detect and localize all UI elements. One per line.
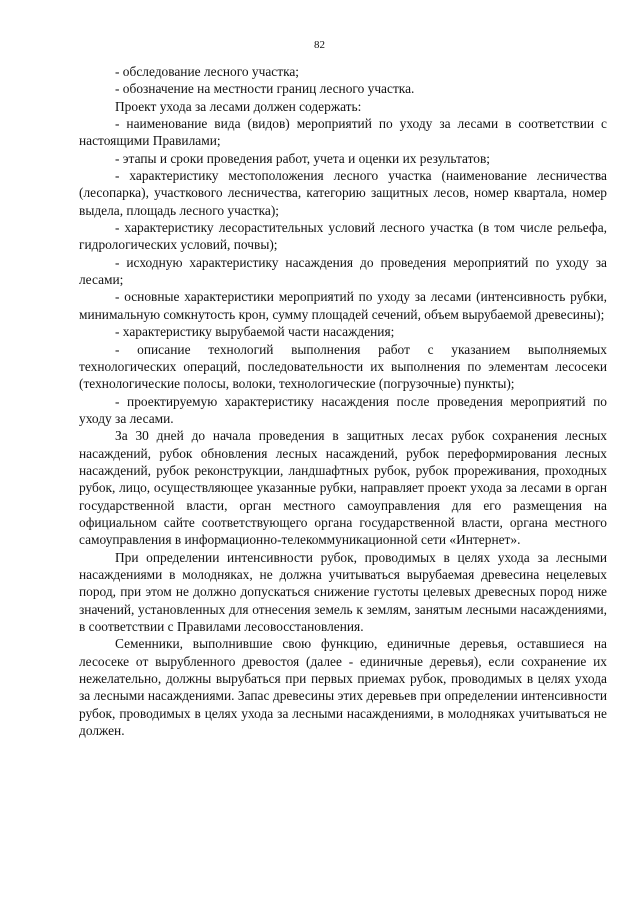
paragraph: - характеристику вырубаемой части насаждения; xyxy=(115,324,395,340)
paragraph: Семенники, выполнившие свою функцию, единичные деревья, оставшиеся на лесосеке от вырубленного древостоя (далее - единичные деревья), если сохранение их нежелательно, должны вырубаться при первых приемах рубок, проводимых в целях ухода за лесными насаждениями. Запас древесины этих деревьев при определении интенсивности рубок, проводимых в целях ухода за лесными насаждениями, в молодняках учитываться не должен. xyxy=(79,636,607,739)
paragraph: - исходную характеристику насаждения до проведения мероприятий по уходу за лесами; xyxy=(79,254,607,288)
paragraph: - характеристику местоположения лесного участка (наименование лесничества (лесопарка), участкового лесничества, категорию защитных лесов, номер квартала, номер выдела, площадь лесного участка); xyxy=(79,168,607,218)
paragraph: За 30 дней до начала проведения в защитных лесах рубок сохранения лесных насаждений, рубок обновления лесных насаждений, рубок переформирования лесных насаждений, рубок реконструкции, ландшафтных рубок, рубок прореживания, проходных рубок, лицо, осуществляющее указанные рубки, направляет проект ухода за лесами в орган государственной власти, орган местного самоуправления для его размещения на официальном сайте соответствующего органа государственной власти, органа местного самоуправления в информационно-телекоммуникационной сети «Интернет». xyxy=(79,428,607,548)
paragraph: - характеристику лесорастительных условий лесного участка (в том числе рельефа, гидрологических условий, почвы); xyxy=(79,220,607,253)
paragraph: - основные характеристики мероприятий по уходу за лесами (интенсивность рубки, минимальную сомкнутость крон, сумму площадей сечений, объем вырубаемой древесины); xyxy=(79,289,607,322)
paragraph: - наименование вида (видов) мероприятий по уходу за лесами в соответствии с настоящими Правилами; xyxy=(79,116,607,149)
paragraph: - описание технологий выполнения работ с указанием выполняемых технологических операций, последовательности их выполнения по элементам лесосеки (технологические полосы, волоки, технологические (погрузочные) пункты); xyxy=(79,341,607,392)
paragraph: - обследование лесного участка; xyxy=(115,64,300,79)
paragraph: - проектируемую характеристику насаждения после проведения мероприятий по уходу за лесами. xyxy=(79,393,607,426)
document-body xyxy=(79,63,607,739)
paragraph: - этапы и сроки проведения работ, учета и оценки их результатов; xyxy=(115,150,491,166)
paragraph: - обозначение на местности границ лесного участка. xyxy=(115,81,415,97)
page-number: 82 xyxy=(314,39,325,51)
paragraph: Проект ухода за лесами должен содержать: xyxy=(115,98,362,114)
paragraph: При определении интенсивности рубок, проводимых в целях ухода за лесными насаждениями в молодняках, не должна учитываться вырубаемая древесина нецелевых пород, при этом не должно допускаться снижение густоты целевых древесных пород ниже значений, установленных для отнесения земель к землям, занятым лесными насаждениями, в соответствии с Правилами лесовосстановления. xyxy=(79,549,607,634)
